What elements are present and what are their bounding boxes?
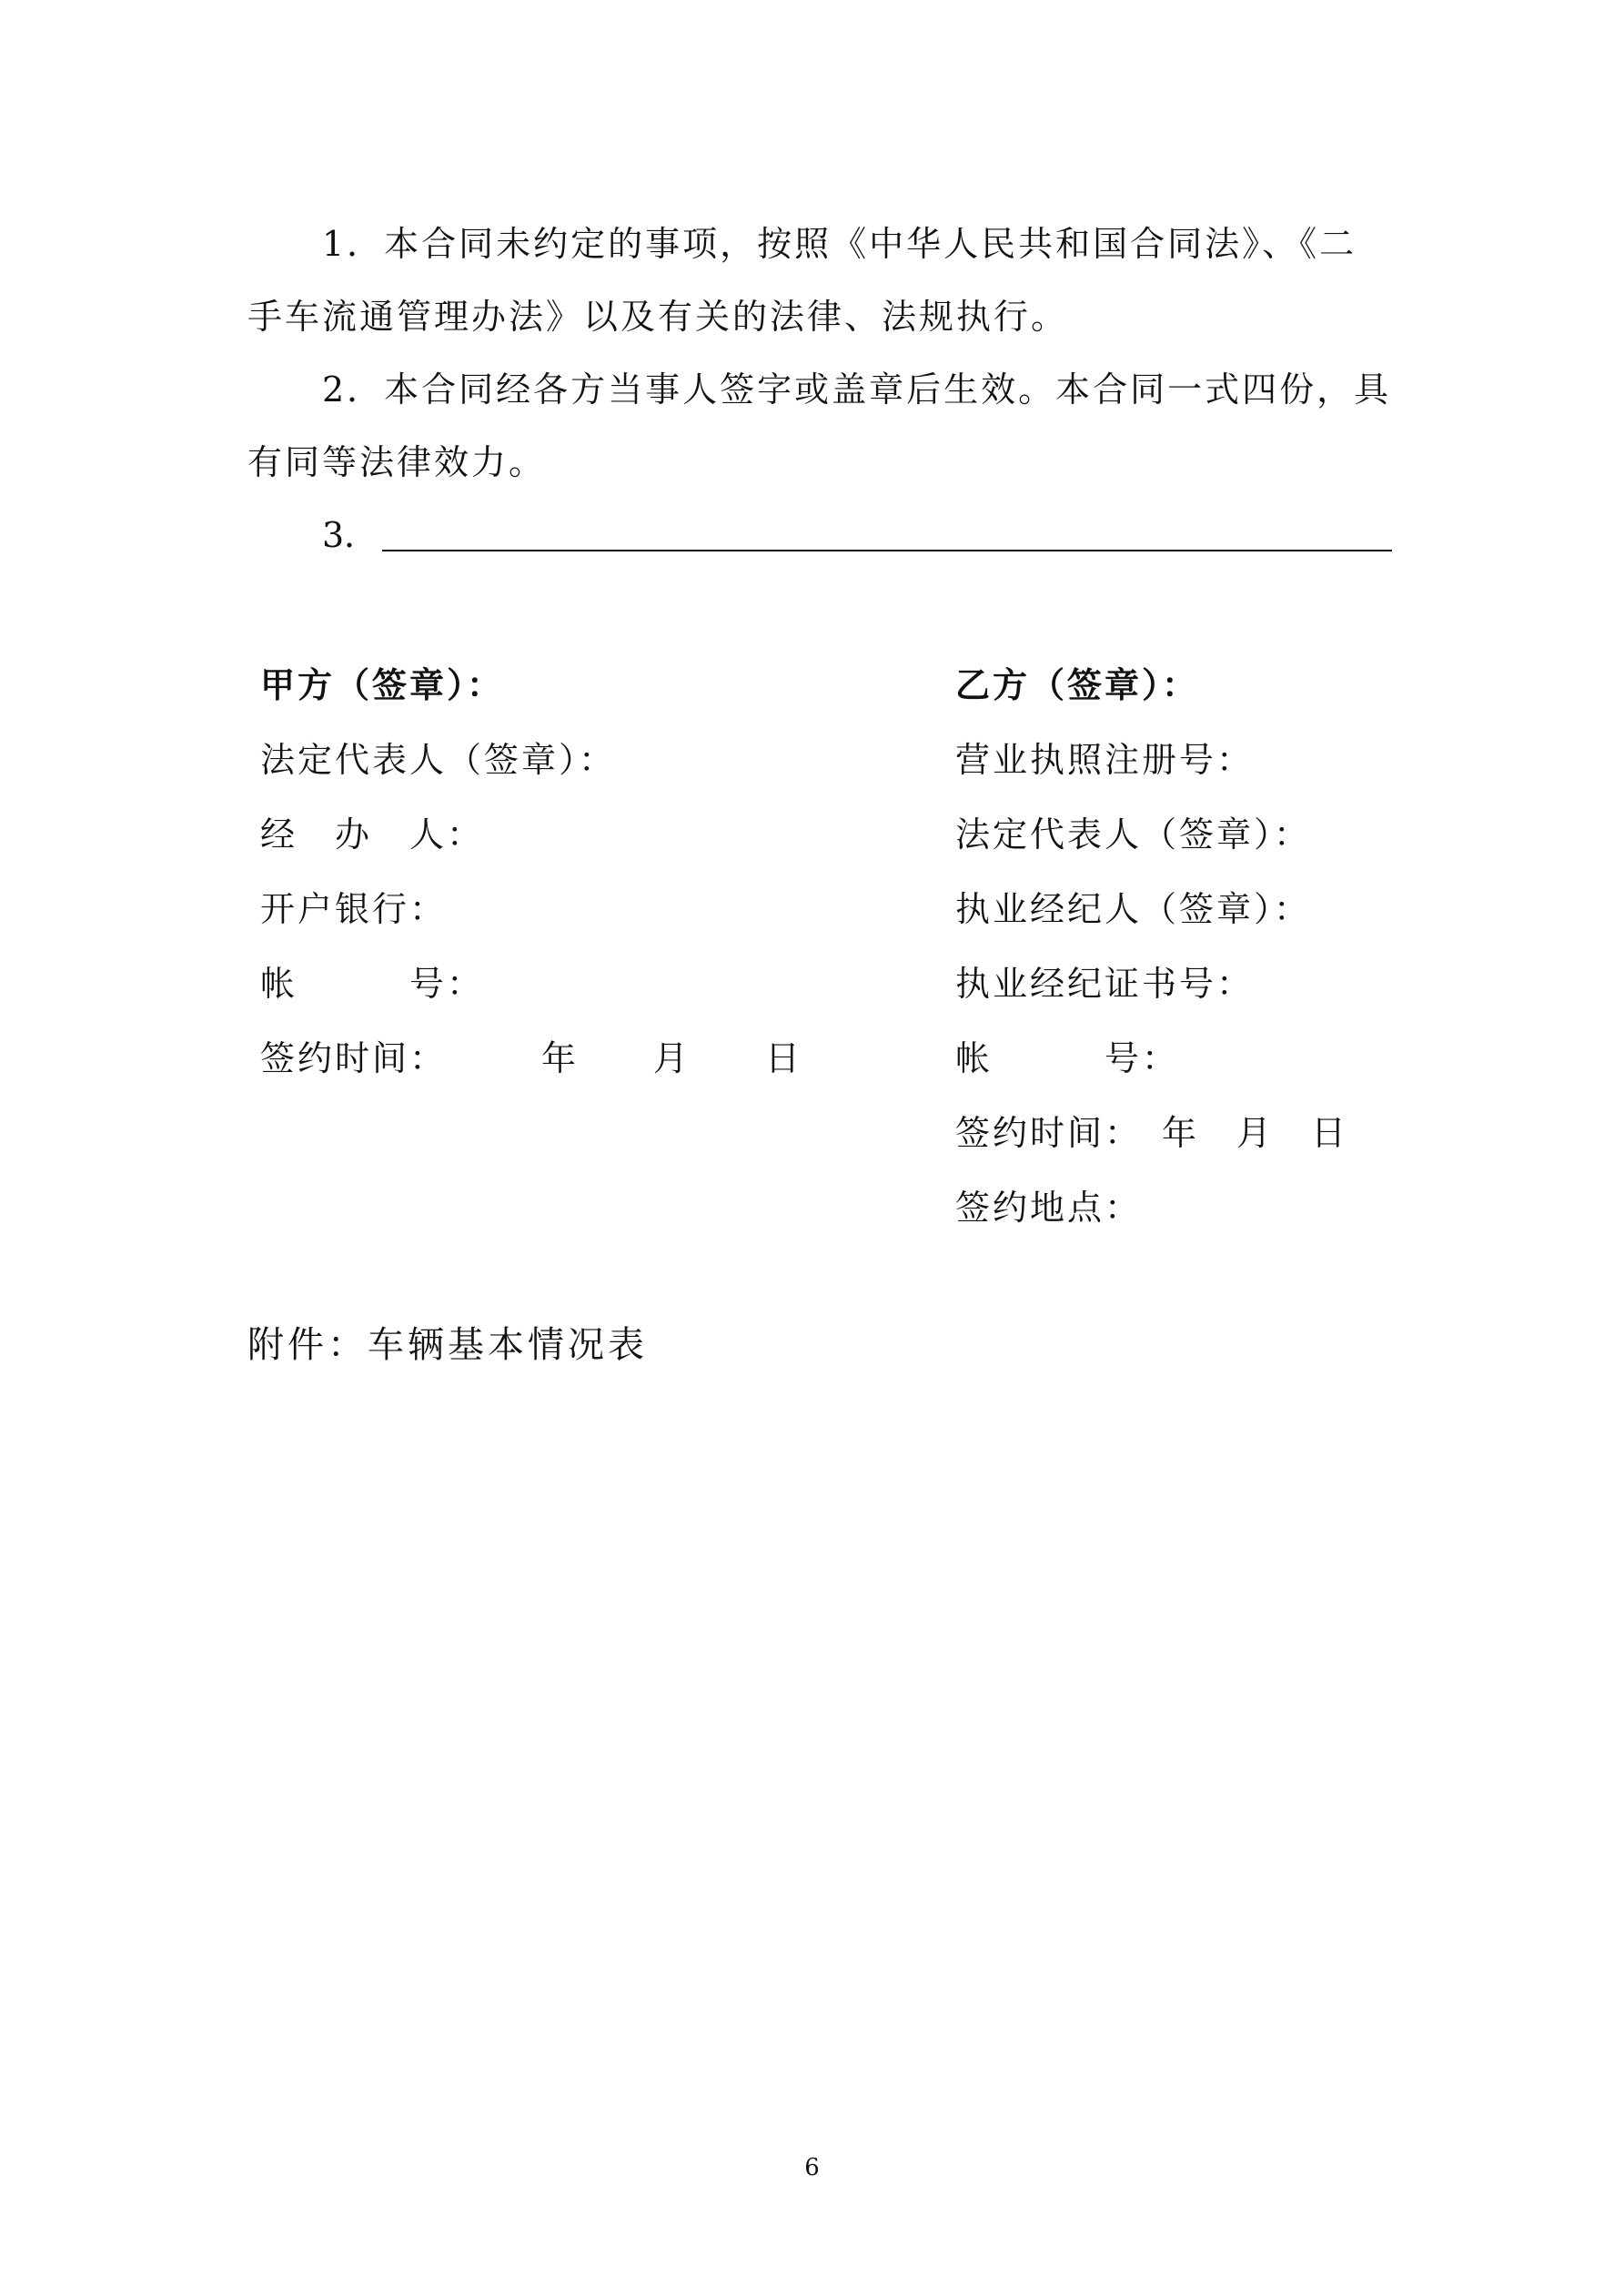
party-a-signature-block (260, 648, 897, 1096)
clause-2: 2．本合同经各方当事人签字或盖章后生效。本合同一式四份，具有同等法律效力。 (247, 369, 1392, 482)
party-b-account: 帐 号： (955, 1038, 1180, 1078)
clause-3-blank-line (382, 550, 1392, 551)
party-b-heading: 乙方（签章）： (955, 665, 1200, 705)
party-b-sign-date: 签约时间： 年 月 日 (955, 1113, 1349, 1153)
party-b-broker-certificate-number: 执业经纪证书号： (955, 964, 1255, 1004)
party-b-signature-block (955, 648, 1465, 1245)
clause-3-number: 3． (322, 515, 379, 555)
clause-3 (322, 499, 1396, 571)
party-b-licensed-broker: 执业经纪人（签章）： (955, 889, 1312, 929)
party-a-bank: 开户银行： (260, 889, 448, 929)
page-number: 6 (804, 2154, 820, 2181)
party-a-heading: 甲方（签章）： (260, 665, 505, 705)
party-a-account: 帐 号： (260, 964, 485, 1004)
party-a-handler: 经 办 人： (260, 814, 485, 855)
clause-1: 1．本合同未约定的事项，按照《中华人民共和国合同法》、《二手车流通管理办法》以及有关的法律、法规执行。 (247, 224, 1357, 337)
party-b-legal-representative: 法定代表人（签章）： (955, 814, 1312, 855)
party-a-legal-representative: 法定代表人（签章）： (260, 740, 617, 780)
attachment-note: 附件：车辆基本情况表 (247, 1324, 648, 1366)
party-a-sign-date: 签约时间： 年 月 日 (260, 1038, 803, 1078)
party-b-sign-place: 签约地点： (955, 1188, 1143, 1228)
party-b-business-license-number: 营业执照注册号： (955, 740, 1255, 780)
